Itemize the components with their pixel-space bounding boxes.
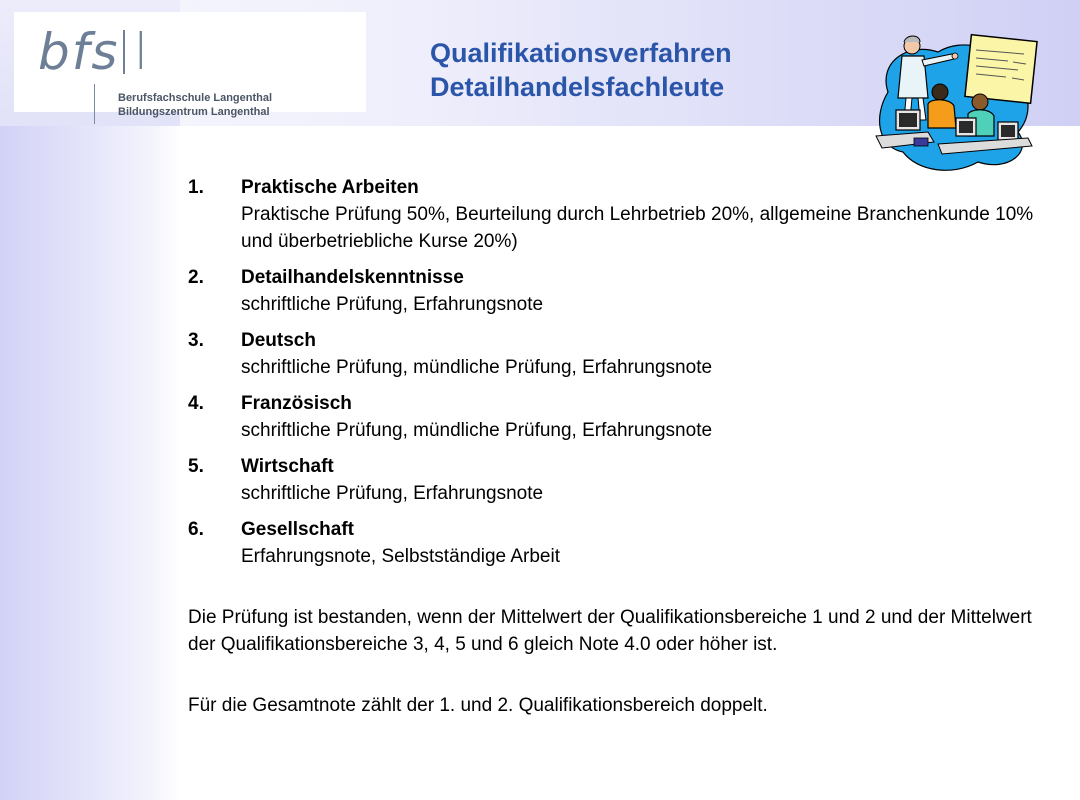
item-title: Deutsch — [241, 330, 316, 351]
slide-title — [430, 36, 732, 104]
item-description: schriftliche Prüfung, mündliche Prüfung, Erfahrungsnote — [241, 357, 713, 378]
logo-letter-l: l — [134, 23, 148, 81]
list-item — [188, 264, 1044, 318]
item-title: Französisch — [241, 393, 352, 414]
logo-bar — [123, 30, 125, 74]
classroom-teacher-computers-icon — [868, 32, 1040, 176]
item-description: schriftliche Prüfung, mündliche Prüfung, Erfahrungsnote — [241, 420, 713, 441]
item-description: Erfahrungsnote, Selbstständige Arbeit — [241, 546, 560, 567]
list-item — [188, 390, 1044, 444]
item-title: Wirtschaft — [241, 456, 334, 477]
school-logo — [14, 12, 366, 118]
logo-divider — [94, 84, 95, 124]
list-item — [188, 174, 1044, 255]
overall-grade-paragraph: Für die Gesamtnote zählt der 1. und 2. Qualifikationsbereich doppelt. — [188, 695, 768, 716]
title-line-1: Qualifikationsverfahren — [430, 38, 732, 68]
list-item — [188, 327, 1044, 381]
title-line-2: Detailhandelsfachleute — [430, 72, 725, 102]
item-number: 3. — [188, 330, 204, 351]
item-description: schriftliche Prüfung, Erfahrungsnote — [241, 294, 544, 315]
item-number: 1. — [188, 177, 204, 198]
item-title: Praktische Arbeiten — [241, 177, 419, 198]
item-description: schriftliche Prüfung, Erfahrungsnote — [241, 483, 544, 504]
list-item — [188, 453, 1044, 507]
logo-center-name: Bildungszentrum Langenthal — [118, 106, 270, 118]
pass-rule-paragraph: Die Prüfung ist bestanden, wenn der Mittelwert der Qualifikationsbereiche 1 und 2 und der Mittelwert der Qualifikationsbereiche 3, 4, 5 und 6 gleich Note 4.0 oder höher ist. — [188, 607, 1032, 655]
content-area — [188, 174, 1044, 719]
item-number: 2. — [188, 267, 204, 288]
item-title: Gesellschaft — [241, 519, 354, 540]
logo-letters: bfs — [38, 23, 120, 81]
item-number: 4. — [188, 393, 204, 414]
list-item — [188, 516, 1044, 570]
item-description: Praktische Prüfung 50%, Beurteilung durch Lehrbetrieb 20%, allgemeine Branchenkunde 10% und überbetriebliche Kurse 20%) — [241, 204, 1034, 252]
item-number: 6. — [188, 519, 204, 540]
item-number: 5. — [188, 456, 204, 477]
item-title: Detailhandelskenntnisse — [241, 267, 464, 288]
logo-school-name: Berufsfachschule Langenthal — [118, 92, 273, 104]
